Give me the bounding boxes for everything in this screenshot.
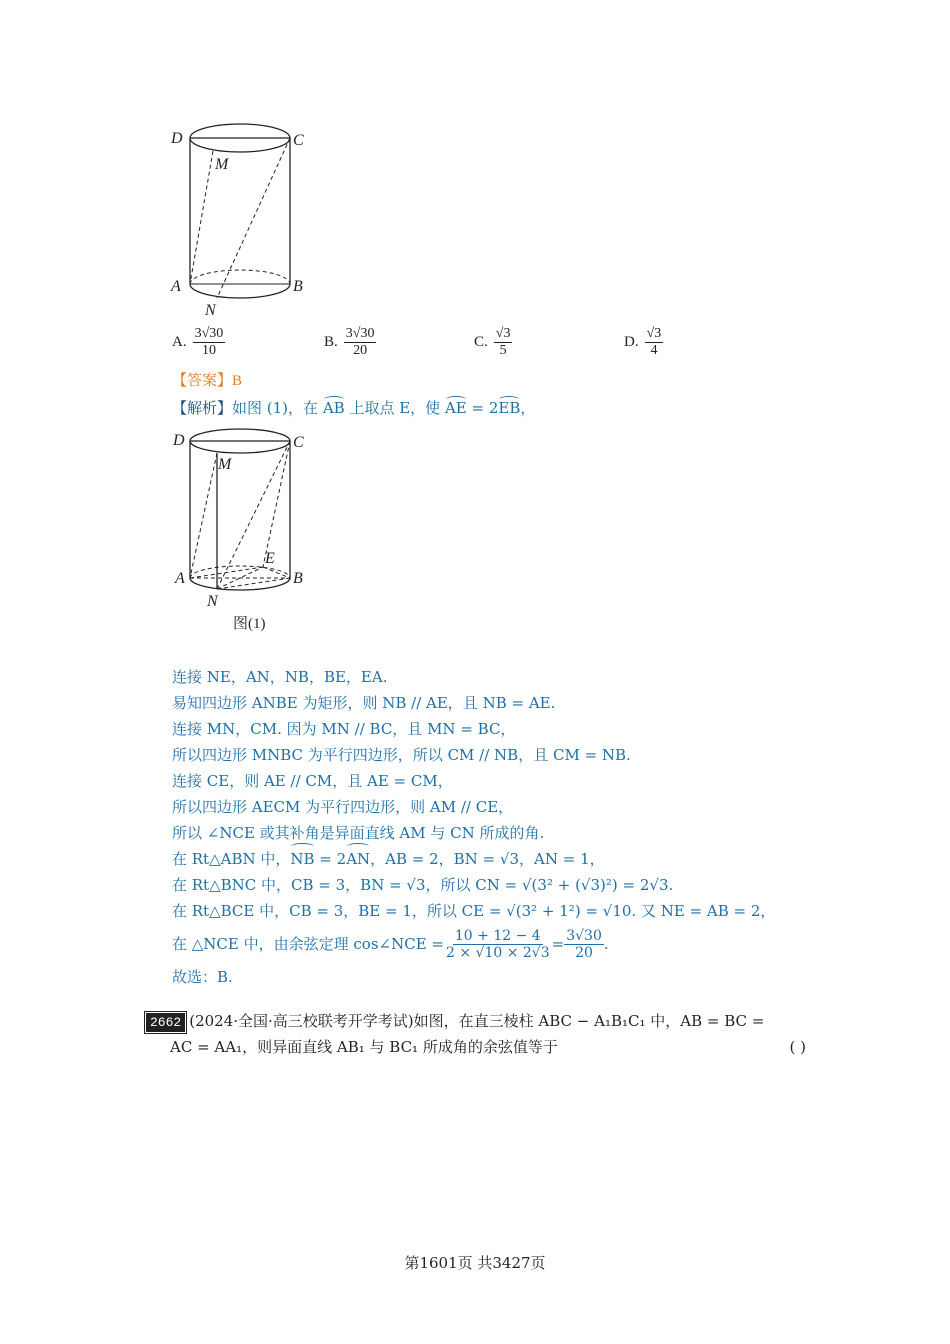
arc-ae: AE [444, 399, 467, 417]
solution-line: 所以四边形 MNBC 为平行四边形，所以 CM // NB，且 CM = NB. [172, 746, 631, 764]
arc-eb: EB [498, 399, 521, 417]
figure-caption: 图(1) [233, 616, 266, 632]
problem-number-badge: 2662 [146, 1013, 185, 1032]
arc-ab: AB [322, 399, 345, 417]
result-fraction: $\frac{3√30}{20}$ [566, 927, 602, 961]
label-b: B [293, 570, 303, 587]
cylinder-figure-1 [165, 423, 315, 617]
cosine-fraction: $\frac{10 + 12 - 4}{2 \times √10 \times 2√3}$ [445, 927, 550, 961]
label-n: N [207, 593, 218, 610]
solution-line: 在 Rt△BCE 中，CB = 3，BE = 1，所以 CE = √(3² + 1²) = √10. 又 NE = AB = 2， [172, 902, 776, 920]
solution-line: 故选：B. [172, 968, 233, 986]
cylinder-diagram [165, 118, 315, 318]
solution-line: 连接 MN，CM. 因为 MN // BC，且 MN = BC， [172, 720, 516, 738]
label-c: C [293, 434, 304, 451]
arc-nb: NB [290, 846, 314, 872]
solution-line: 连接 CE，则 AE // CM，且 AE = CM， [172, 772, 453, 790]
label-d: D [171, 130, 183, 147]
option-a[interactable]: A. $\frac{3√30}{10}$ [172, 326, 224, 358]
label-m: M [215, 156, 229, 173]
answer-tag: 【答案】 [172, 371, 233, 389]
label-e: E [265, 550, 275, 567]
analysis-tag: 【解析】 [172, 399, 233, 417]
option-c[interactable]: C. $\frac{√3}{5}$ [474, 326, 511, 358]
solution-line: 连接 NE，AN，NB，BE，EA. [172, 668, 388, 686]
label-n: N [205, 302, 216, 318]
solution-steps [172, 664, 792, 990]
answer-line [172, 369, 242, 390]
problem-line-2: AC = AA₁，则异面直线 AB₁ 与 BC₁ 所成角的余弦值等于 [170, 1038, 558, 1056]
label-d: D [173, 432, 185, 449]
analysis-intro: 【解析】如图 (1)，在 AB 上取点 E，使 AE = 2EB， [172, 399, 536, 417]
problem-line-1: 2662 (2024·全国·高三校联考开学考试)如图，在直三棱柱 ABC − A₁B₁C₁ 中，AB = BC = [146, 1008, 806, 1034]
answer-value: B [232, 373, 243, 389]
answer-options [172, 326, 732, 366]
label-a: A [171, 278, 181, 295]
option-b[interactable]: B. $\frac{3√30}{20}$ [324, 326, 375, 358]
arc-an: AN [346, 846, 370, 872]
problem-2662 [146, 1008, 806, 1060]
solution-line: 所以四边形 AECM 为平行四边形，则 AM // CE， [172, 798, 514, 816]
label-m: M [218, 456, 232, 473]
page-footer: 第1601页 共3427页 [404, 1254, 546, 1272]
solution-line: 所以 ∠NCE 或其补角是异面直线 AM 与 CN 所成的角. [172, 824, 545, 842]
option-d[interactable]: D. $\frac{√3}{4}$ [624, 326, 662, 358]
solution-line: 易知四边形 ANBE 为矩形，则 NB // AE，且 NB = AE. [172, 694, 556, 712]
answer-blank: ( ) [789, 1038, 806, 1056]
solution-line: 在 Rt△ABN 中，NB = 2AN，AB = 2，BN = √3，AN = 1， [172, 846, 792, 872]
cylinder-diagram-1 [165, 423, 315, 613]
cylinder-figure-top [165, 118, 315, 322]
label-b: B [293, 278, 303, 295]
label-a: A [175, 570, 185, 587]
label-c: C [293, 132, 304, 149]
solution-line: 在 Rt△BNC 中，CB = 3，BN = √3，所以 CN = √(3² + (√3)²) = 2√3. [172, 876, 674, 894]
solution-line-cosine: 在 △NCE 中，由余弦定理 cos∠NCE = $\frac{10 + 12 - 4}{2 \times √10 \times 2√3}$ = $\frac{3√30}{20}$ . [172, 927, 609, 961]
